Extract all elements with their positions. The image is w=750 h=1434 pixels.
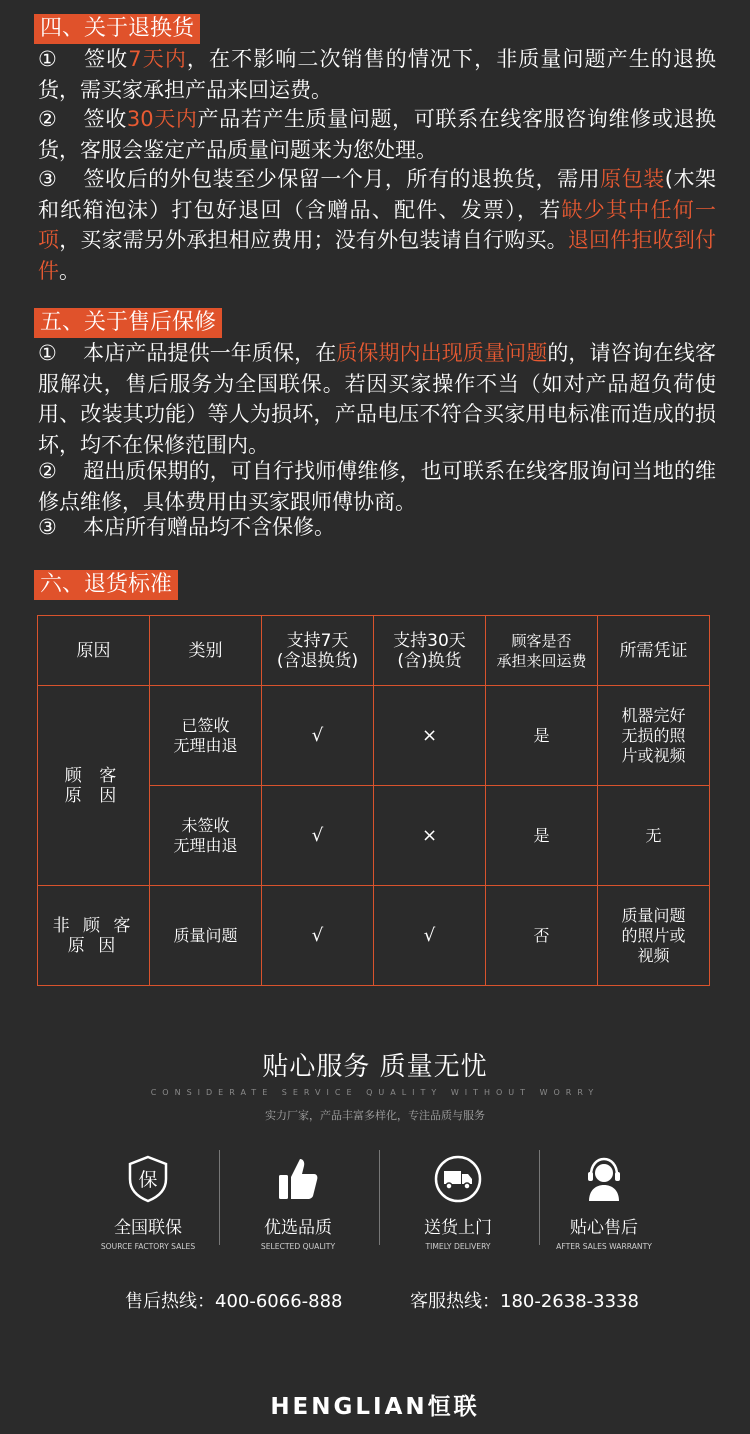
feature-after-sales [524,1155,684,1251]
row1-fee: 是 [486,686,598,786]
warranty-paragraph-1: ① 本店产品提供一年质保，在质保期内出现质量问题的，请咨询在线客服解决，售后服务为全国联保。若因买家操作不当（如对产品超负荷使用、改装其功能）等人为损坏，产品电压不符合买家用电标准而造成的损坏，均不在保修范围内。 [38,341,717,457]
section-title-return-standard: 六、退货标准 [34,570,178,600]
table-header-row [38,616,710,686]
row3-proof: 质量问题 的照片或 视频 [598,886,710,986]
header-reason: 原因 [38,616,150,686]
feature-label-en: TIMELY DELIVERY [425,1242,491,1251]
feature-label: 优选品质 [264,1218,332,1238]
row3-category: 质量问题 [150,886,262,986]
row1-30day: × [374,686,486,786]
table-row [38,886,710,986]
thumbs-up-icon [276,1155,320,1203]
group-non-customer-reason: 非 顾 客 原 因 [38,886,150,986]
feature-delivery [378,1155,538,1251]
header-proof: 所需凭证 [598,616,710,686]
warranty-paragraph-3: ③ 本店所有赠品均不含保修。 [38,515,335,539]
feature-label: 全国联保 [114,1218,182,1238]
feature-label-en: AFTER SALES WARRANTY [556,1242,652,1251]
row2-30day: × [374,786,486,886]
returns-paragraph-1: ① 签收7天内，在不影响二次销售的情况下，非质量问题产生的退换货，需买家承担产品来回运费。 [38,47,717,102]
group-customer-reason: 顾 客 原 因 [38,686,150,886]
footer-slogan: 贴心服务 质量无忧 [262,1052,488,1082]
header-30-day: 支持30天 (含)换货 [374,616,486,686]
svg-text:保: 保 [138,1169,158,1191]
table-row [38,686,710,786]
headset-icon [580,1155,628,1203]
feature-label: 贴心售后 [570,1218,638,1238]
truck-icon [434,1155,482,1203]
returns-paragraph-3: ③ 签收后的外包装至少保留一个月，所有的退换货，需用原包装(木架和纸箱泡沫）打包好退回（含赠品、配件、发票），若缺少其中任何一项，买家需另外承担相应费用；没有外包装请自行购买。退回件拒收到付件。 [38,167,717,283]
header-shipping-fee: 顾客是否 承担来回运费 [486,616,598,686]
return-standard-table [37,615,710,986]
row2-category: 未签收 无理由退 [150,786,262,886]
row3-fee: 否 [486,886,598,986]
after-sales-hotline: 售后热线：400-6066-888 [125,1291,343,1312]
warranty-paragraph-2: ② 超出质保期的，可自行找师傅维修，也可联系在线客服询问当地的维修点维修，具体费用由买家跟师傅协商。 [38,459,716,514]
row1-category: 已签收 无理由退 [150,686,262,786]
row3-7day: √ [262,886,374,986]
row1-proof: 机器完好 无损的照 片或视频 [598,686,710,786]
row2-fee: 是 [486,786,598,886]
feature-label: 送货上门 [424,1218,492,1238]
shield-icon [127,1155,169,1203]
row2-7day: √ [262,786,374,886]
brand-logo: HENGLIAN恒联 [270,1394,480,1420]
feature-label-en: SELECTED QUALITY [260,1242,336,1251]
section-title-returns: 四、关于退换货 [34,14,200,44]
feature-nationwide-warranty [68,1155,228,1251]
footer-slogan-sub: 实力厂家，产品丰富多样化，专注品质与服务 [265,1109,485,1122]
footer-slogan-english: CONSIDERATE SERVICE QUALITY WITHOUT WORRY [150,1088,600,1097]
row3-30day: √ [374,886,486,986]
feature-selected-quality [218,1155,378,1251]
returns-paragraph-2: ② 签收30天内产品若产生质量问题，可联系在线客服咨询维修或退换货，客服会鉴定产品质量问题来为您处理。 [38,107,716,162]
customer-service-hotline: 客服热线：180-2638-3338 [410,1291,639,1312]
feature-label-en: SOURCE FACTORY SALES [100,1242,196,1251]
header-category: 类别 [150,616,262,686]
header-7-day: 支持7天 (含退换货) [262,616,374,686]
row1-7day: √ [262,686,374,786]
row2-proof: 无 [598,786,710,886]
section-title-warranty: 五、关于售后保修 [34,308,222,338]
